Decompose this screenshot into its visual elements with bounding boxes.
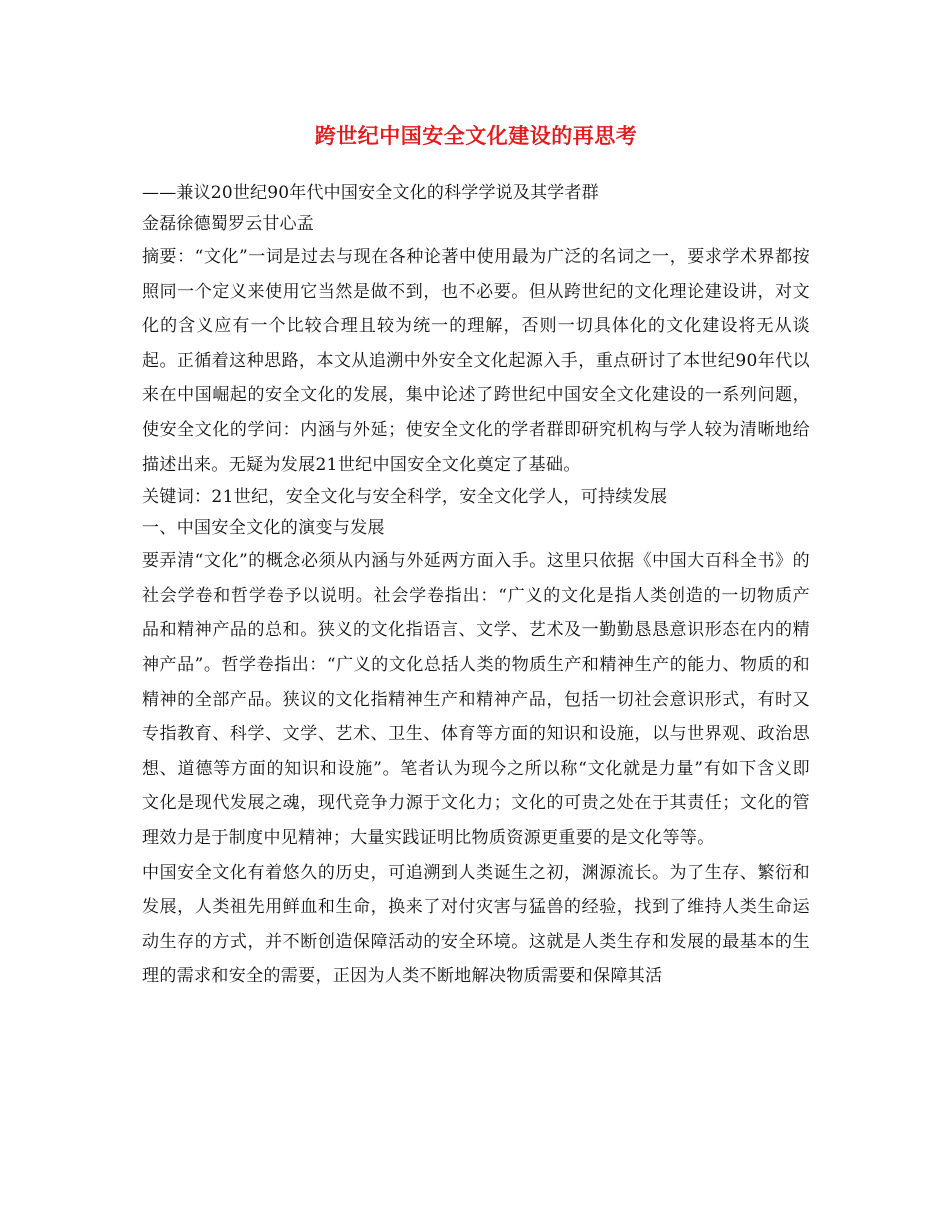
document-authors: 金磊徐德蜀罗云甘心孟: [142, 214, 314, 234]
section-heading: 一、中国安全文化的演变与发展: [142, 518, 385, 539]
document-title: 跨世纪中国安全文化建设的再思考: [314, 123, 638, 148]
document-body: [142, 120, 810, 994]
body-paragraph-1: 要弄清“文化”的概念必须从内涵与外延两方面入手。这里只依据《中国大百科全书》的社会学卷和哲学卷予以说明。社会学卷指出：“广义的文化是指人类创造的一切物质产品和精神产品的总和。狭义的文化指语言、文学、艺术及一勤勤恳恳意识形态在内的精神产品”。哲学卷指出：“广义的文化总括人类的物质生产和精神生产的能力、物质的和精神的全部产品。狭议的文化指精神生产和精神产品，包括一切社会意识形式，有时又专指教育、科学、文学、艺术、卫生、体育等方面的知识和设施，以与世界观、政治思想、道德等方面的知识和设施”。笔者认为现今之所以称“文化就是力量”有如下含义即文化是现代发展之魂，现代竞争力源于文化力；文化的可贵之处在于其责任；文化的管理效力是于制度中见精神；大量实践证明比物质资源更重要的是文化等等。: [142, 551, 810, 848]
keywords-line: 关键词：21世纪，安全文化与安全科学，安全文化学人，可持续发展: [142, 487, 668, 508]
abstract-paragraph: 摘要：“文化”一词是过去与现在各种论著中使用最为广泛的名词之一，要求学术界都按照同一个定义来使用它当然是做不到，也不必要。但从跨世纪的文化理论建设讲，对文化的含义应有一个比较合理且较为统一的理解，否则一切具体化的文化建设将无从谈起。正循着这种思路，本文从追溯中外安全文化起源入手，重点研讨了本世纪90年代以来在中国崛起的安全文化的发展，集中论述了跨世纪中国安全文化建设的一系列问题，使安全文化的学问：内涵与外延；使安全文化的学者群即研究机构与学人较为清晰地给描述出来。无疑为发展21世纪中国安全文化奠定了基础。: [142, 247, 810, 475]
body-paragraph-2: 中国安全文化有着悠久的历史，可追溯到人类诞生之初，渊源流长。为了生存、繁衍和发展，人类祖先用鲜血和生命，换来了对付灾害与猛兽的经验，找到了维持人类生命运动生存的方式，并不断创造保障活动的安全环境。这就是人类生存和发展的最基本的生理的需求和安全的需要，正因为人类不断地解决物质需要和保障其活: [142, 862, 810, 987]
document-subtitle: ——兼议20世纪90年代中国安全文化的科学学说及其学者群: [142, 183, 599, 203]
